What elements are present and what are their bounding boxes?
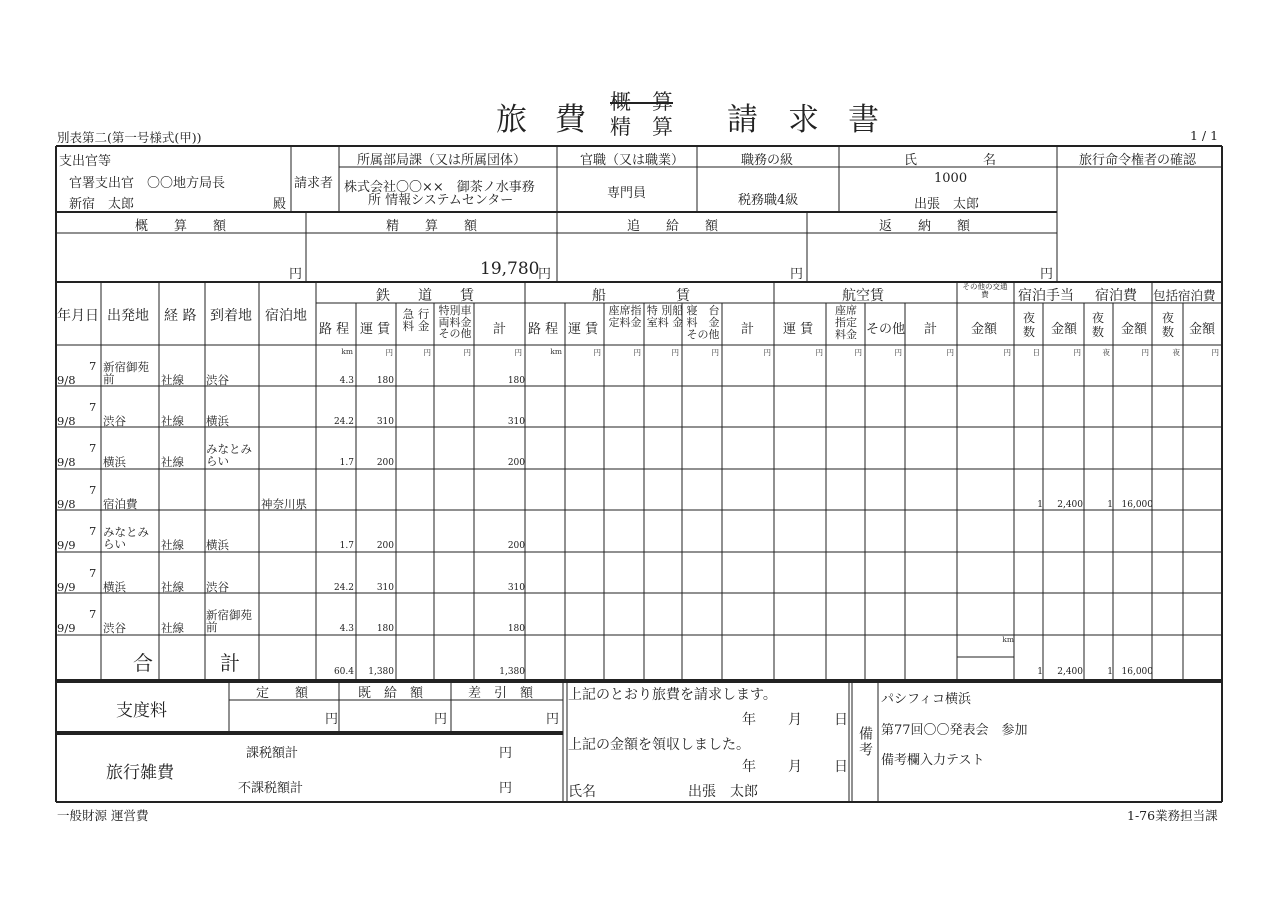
signature-label: 氏名	[568, 784, 596, 800]
col-other-amount: 金額	[971, 322, 998, 337]
unit-label: 日	[1032, 348, 1040, 357]
row-month: 7	[89, 607, 97, 621]
row-date: 9/8	[57, 373, 76, 387]
col-rail-total: 計	[493, 322, 507, 337]
unit-label: 円	[763, 348, 771, 357]
title-char: 書	[848, 102, 879, 138]
refund-yen: 円	[1040, 267, 1054, 282]
col-ship-fare: 運 賃	[568, 322, 599, 337]
signature-name: 出張 太郎	[688, 784, 758, 800]
non-taxable-label: 不課税額計	[238, 781, 304, 796]
claimant-name: 出張 太郎	[914, 197, 980, 212]
row-arrive: 横浜	[206, 538, 229, 552]
group-package-fee: 包括宿泊費	[1153, 288, 1216, 303]
col-air-other: その他	[866, 322, 906, 337]
col-lodging-nights: 夜数	[1091, 311, 1104, 339]
row-lodging-nights: 1	[1107, 500, 1113, 510]
row-depart: 渋谷	[103, 414, 126, 428]
department-line-2: 所 情報システムセンター	[368, 193, 514, 208]
col-rail-special: 特別車両料金その他	[438, 304, 472, 340]
row-arrive: みなとみらい	[206, 442, 252, 468]
group-ship: 船 賃	[592, 288, 690, 304]
row-depart: 新宿御苑前	[103, 360, 149, 386]
footer-department: 1-76業務担当課	[1127, 808, 1218, 823]
unit-label: 円	[711, 348, 719, 357]
row-route: 社線	[161, 538, 184, 552]
unit-label: 円	[671, 348, 679, 357]
totals-lodging-amount: 16,000	[1121, 667, 1153, 677]
row-rail-total: 310	[507, 583, 525, 593]
receipt-statement: 上記の金額を領収しました。	[568, 737, 750, 753]
col-lodging-amount: 金額	[1121, 322, 1148, 337]
col-per-diem-amount: 金額	[1051, 322, 1078, 337]
unit-label: km	[341, 347, 353, 356]
row-route: 社線	[161, 414, 184, 428]
unit-label: km	[550, 347, 562, 356]
col-lodging: 宿泊地	[265, 308, 307, 324]
row-depart: 渋谷	[103, 621, 126, 635]
row-month: 7	[89, 400, 97, 414]
unit-label: 円	[633, 348, 641, 357]
row-rail-total: 180	[507, 624, 525, 634]
row-rail-total: 200	[507, 458, 525, 468]
row-lodging-amount: 16,000	[1121, 500, 1153, 510]
row-distance: 4.3	[339, 376, 354, 386]
totals-lodging-nights: 1	[1107, 667, 1113, 677]
row-date: 9/8	[57, 455, 76, 469]
unit-label: 円	[463, 348, 471, 357]
row-route: 社線	[161, 373, 184, 387]
claimant-label: 請求者	[294, 176, 334, 191]
totals-fare: 1,380	[368, 667, 394, 677]
totals-distance: 60.4	[333, 667, 354, 677]
row-date: 9/9	[57, 538, 76, 552]
totals-km-unit: km	[1002, 635, 1014, 644]
row-arrive: 横浜	[206, 414, 229, 428]
row-fare: 200	[376, 541, 394, 551]
row-rail-total: 310	[507, 417, 525, 427]
grade-header: 職務の級	[741, 153, 794, 168]
title-char: 求	[788, 102, 819, 138]
settlement-yen: 円	[538, 267, 552, 282]
settlement-amount-label: 精 算 額	[386, 219, 478, 234]
col-date: 年月日	[57, 308, 99, 324]
travel-misc-label: 旅行雑費	[106, 763, 174, 783]
row-arrive: 渋谷	[206, 580, 229, 594]
department-header: 所属部局課（又は所属団体）	[357, 153, 527, 168]
fixed-yen: 円	[325, 712, 339, 727]
col-ship-total: 計	[741, 322, 755, 337]
remark-line: 備考欄入力テスト	[881, 753, 985, 768]
row-distance: 24.2	[333, 583, 354, 593]
title-estimate-struck: 概 算	[610, 90, 673, 114]
receipt-year: 年	[742, 759, 756, 775]
claim-day: 日	[834, 712, 848, 728]
taxable-yen: 円	[499, 746, 513, 761]
col-air-total: 計	[924, 322, 938, 337]
row-fare: 310	[376, 583, 394, 593]
col-package-nights: 夜数	[1161, 311, 1174, 339]
unit-label: 円	[593, 348, 601, 357]
col-package-amount: 金額	[1189, 322, 1216, 337]
non-taxable-yen: 円	[499, 781, 513, 796]
col-air-fare: 運 賃	[783, 322, 814, 337]
grade-value: 税務職4級	[738, 193, 799, 208]
totals-per-diem-nights: 1	[1037, 667, 1043, 677]
row-route: 社線	[161, 455, 184, 469]
row-depart: 横浜	[103, 455, 126, 469]
col-route: 経 路	[164, 308, 197, 324]
col-ship-special: 特 別船 室料 金	[646, 304, 684, 329]
payer-label: 支出官等	[59, 154, 112, 169]
settlement-amount-value: 19,780	[480, 259, 540, 279]
additional-yen: 円	[790, 267, 804, 282]
group-rail: 鉄 道 賃	[376, 288, 474, 304]
row-fare: 310	[376, 417, 394, 427]
remark-line: 第77回〇〇発表会 参加	[881, 723, 1028, 738]
col-air-seat: 座席指定料金	[835, 304, 857, 341]
row-distance: 4.3	[339, 624, 354, 634]
row-month: 7	[89, 359, 97, 373]
col-depart: 出発地	[107, 308, 149, 324]
claim-year: 年	[742, 712, 756, 728]
row-date: 9/8	[57, 414, 76, 428]
row-month: 7	[89, 483, 97, 497]
estimate-amount-label: 概 算 額	[135, 219, 227, 234]
unit-label: 夜	[1102, 348, 1110, 357]
remarks-label: 備考	[857, 726, 873, 758]
difference-label: 差 引 額	[468, 686, 534, 701]
row-lodging: 神奈川県	[261, 497, 307, 511]
unit-label: 円	[894, 348, 902, 357]
col-rail-fare: 運 賃	[360, 322, 391, 337]
page-number: 1 / 1	[1190, 128, 1219, 143]
unit-label: 夜	[1172, 348, 1180, 357]
group-air: 航空賃	[842, 288, 884, 304]
estimate-yen: 円	[289, 267, 303, 282]
already-paid-label: 既 給 額	[358, 686, 424, 701]
unit-label: 円	[1211, 348, 1219, 357]
row-depart: 横浜	[103, 580, 126, 594]
department-line-1: 株式会社〇〇×× 御茶ノ水事務	[344, 180, 535, 195]
preparation-fee-label: 支度料	[116, 701, 167, 721]
row-date: 9/9	[57, 580, 76, 594]
diff-yen: 円	[546, 712, 560, 727]
post-header: 官職（又は職業）	[580, 153, 685, 168]
name-header: 氏	[904, 153, 918, 168]
col-ship-distance: 路 程	[528, 322, 559, 337]
unit-label: 円	[385, 348, 393, 357]
taxable-label: 課税額計	[246, 746, 299, 761]
col-per-diem-nights: 夜数	[1022, 311, 1035, 339]
row-arrive: 新宿御苑前	[206, 608, 252, 634]
row-depart: 宿泊費	[103, 497, 138, 511]
post-value: 専門員	[607, 186, 647, 201]
unit-label: 円	[1073, 348, 1081, 357]
unit-label: 円	[1003, 348, 1011, 357]
claimant-id: 1000	[934, 171, 968, 186]
row-fare: 200	[376, 458, 394, 468]
group-per-diem: 宿泊手当	[1018, 288, 1074, 304]
payer-office: 官署支出官 〇〇地方局長	[69, 176, 226, 191]
row-month: 7	[89, 566, 97, 580]
col-ship-berth: 寝 台料 金その他	[686, 304, 720, 341]
col-arrive: 到着地	[210, 308, 252, 324]
title-char: 請	[727, 102, 758, 138]
row-distance: 1.7	[339, 458, 354, 468]
row-month: 7	[89, 524, 97, 538]
row-arrive: 渋谷	[206, 373, 229, 387]
name-header: 名	[983, 153, 997, 168]
row-month: 7	[89, 441, 97, 455]
title-char: 旅	[496, 102, 527, 138]
unit-label: 円	[854, 348, 862, 357]
totals-label: 合	[133, 651, 153, 675]
footer-budget-source: 一般財源 運営費	[57, 808, 149, 823]
additional-amount-label: 追 給 額	[627, 219, 719, 234]
payer-honorific: 殿	[273, 197, 287, 212]
unit-label: 円	[946, 348, 954, 357]
row-route: 社線	[161, 580, 184, 594]
totals-per-diem-amount: 2,400	[1057, 667, 1083, 677]
unit-label: 円	[815, 348, 823, 357]
claim-month: 月	[788, 712, 802, 728]
title-settlement: 精 算	[610, 115, 673, 139]
totals-rail-total: 1,380	[499, 667, 525, 677]
unit-label: 円	[1141, 348, 1149, 357]
totals-label: 計	[220, 651, 240, 675]
row-rail-total: 200	[507, 541, 525, 551]
approver-header: 旅行命令権者の確認	[1079, 153, 1197, 168]
row-rail-total: 180	[507, 376, 525, 386]
row-per-diem-nights: 1	[1037, 500, 1043, 510]
row-fare: 180	[376, 624, 394, 634]
unit-label: 円	[423, 348, 431, 357]
row-date: 9/9	[57, 621, 76, 635]
row-per-diem-amount: 2,400	[1057, 500, 1083, 510]
row-date: 9/8	[57, 497, 76, 511]
group-lodging-fee: 宿泊費	[1095, 288, 1137, 304]
remark-line: パシフィコ横浜	[881, 692, 971, 707]
row-distance: 24.2	[333, 417, 354, 427]
group-other-transport: その他の交通費	[962, 282, 1008, 299]
receipt-month: 月	[788, 759, 802, 775]
row-route: 社線	[161, 621, 184, 635]
row-fare: 180	[376, 376, 394, 386]
unit-label: 円	[514, 348, 522, 357]
claim-statement: 上記のとおり旅費を請求します。	[568, 687, 777, 703]
paid-yen: 円	[434, 712, 448, 727]
col-rail-distance: 路 程	[319, 322, 350, 337]
refund-amount-label: 返 納 額	[879, 219, 971, 234]
col-ship-seat: 座席指定料金	[608, 304, 642, 329]
fixed-amount-label: 定 額	[256, 686, 309, 701]
row-distance: 1.7	[339, 541, 354, 551]
payer-name: 新宿 太郎	[69, 197, 135, 212]
row-depart: みなとみらい	[103, 525, 149, 551]
title-char: 費	[555, 102, 586, 138]
receipt-day: 日	[834, 759, 848, 775]
col-rail-express: 急 行料 金	[402, 307, 430, 333]
form-number: 別表第二(第一号様式(甲))	[57, 130, 202, 145]
